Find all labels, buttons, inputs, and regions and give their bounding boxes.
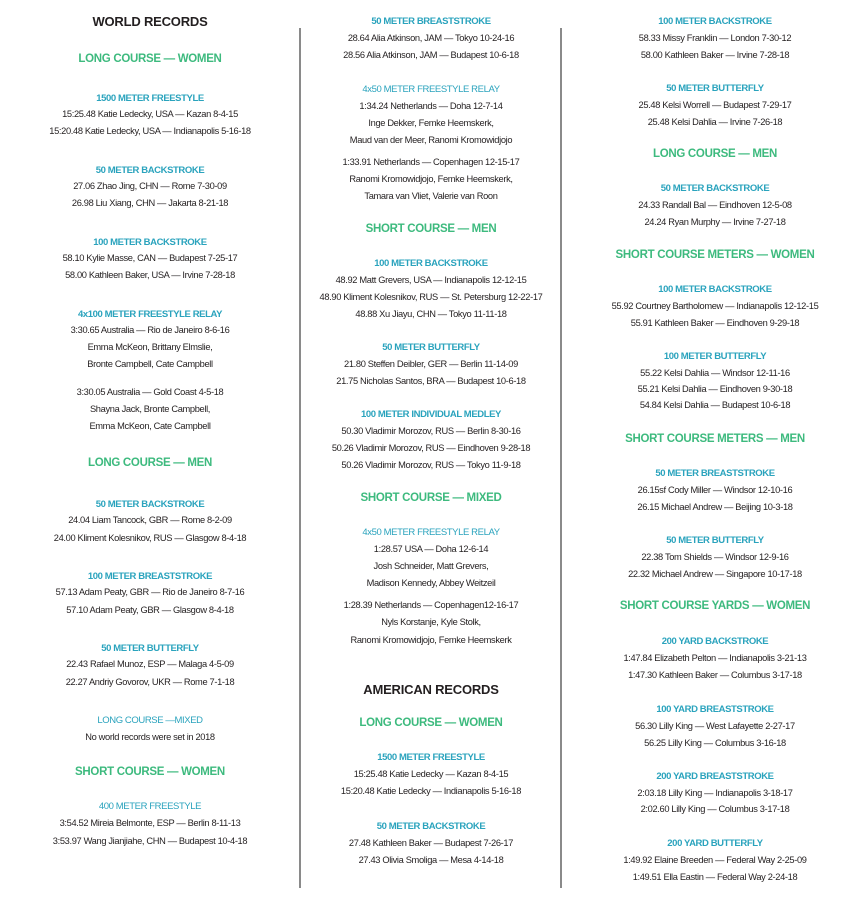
record-line: 55.91 Kathleen Baker — Eindhoven 9-29-18: [630, 318, 800, 328]
section-heading: SHORT COURSE — MEN: [365, 223, 497, 235]
record-line: 48.92 Matt Grevers, USA — Indianapolis 12-12-15: [335, 275, 527, 285]
record-line: No world records were set in 2018: [85, 732, 215, 742]
record-line: 24.04 Liam Tancock, GBR — Rome 8-2-09: [68, 515, 232, 525]
record-line: 26.15sf Cody Miller — Windsor 12-10-16: [637, 485, 793, 495]
record-line: 2:03.18 Lilly King — Indianapolis 3-18-17: [637, 788, 793, 798]
record-line: Shayna Jack, Bronte Campbell,: [89, 404, 211, 414]
record-line: 22.38 Tom Shields — Windsor 12-9-16: [641, 552, 789, 562]
record-line: Inge Dekker, Femke Heemskerk,: [368, 118, 494, 128]
record-line: 1:47.84 Elizabeth Pelton — Indianapolis 3-21-13: [623, 653, 807, 663]
record-line: 26.15 Michael Andrew — Beijing 10-3-18: [637, 502, 793, 512]
section-heading: LONG COURSE — WOMEN: [359, 717, 503, 729]
record-line: 1:33.91 Netherlands — Copenhagen 12-15-17: [342, 157, 520, 167]
record-line: 1:28.39 Netherlands — Copenhagen12-16-17: [343, 600, 519, 610]
event-heading: 50 METER BUTTERFLY: [666, 535, 764, 546]
record-line: 24.24 Ryan Murphy — Irvine 7-27-18: [644, 217, 786, 227]
column-1: [0, 0, 300, 900]
record-line: 28.64 Alia Atkinson, JAM — Tokyo 10-24-16: [347, 33, 515, 43]
record-line: 22.32 Michael Andrew — Singapore 10-17-18: [628, 569, 802, 579]
record-line: 57.13 Adam Peaty, GBR — Rio de Janeiro 8-7-16: [55, 587, 245, 597]
world-records-title: WORLD RECORDS: [92, 14, 208, 29]
event-heading: 50 METER BUTTERFLY: [666, 83, 764, 94]
record-line: 15:25.48 Katie Ledecky, USA — Kazan 8-4-15: [62, 109, 238, 119]
record-line: Maud van der Meer, Ranomi Kromowidjojo: [349, 135, 513, 145]
record-line: 28.56 Alia Atkinson, JAM — Budapest 10-6-18: [343, 50, 519, 60]
record-line: 21.80 Steffen Deibler, GER — Berlin 11-14-09: [344, 359, 518, 369]
record-line: 27.06 Zhao Jing, CHN — Rome 7-30-09: [73, 181, 227, 191]
record-line: 55.21 Kelsi Dahlia — Eindhoven 9-30-18: [637, 384, 793, 394]
event-heading: 200 YARD BUTTERFLY: [667, 838, 763, 849]
column-3: [563, 0, 867, 900]
event-heading: 50 METER BACKSTROKE: [95, 499, 205, 510]
record-line: 55.22 Kelsi Dahlia — Windsor 12-11-16: [640, 368, 790, 378]
record-line: 57.10 Adam Peaty, GBR — Glasgow 8-4-18: [66, 605, 234, 615]
event-heading: 50 METER BACKSTROKE: [376, 821, 486, 832]
event-heading: 100 METER INDIVIDUAL MEDLEY: [361, 409, 501, 420]
record-line: 3:30.05 Australia — Gold Coast 4-5-18: [76, 387, 224, 397]
column-divider: [560, 28, 562, 888]
event-heading: 100 METER BACKSTROKE: [93, 237, 207, 248]
event-heading: 100 METER BUTTERFLY: [663, 351, 767, 362]
record-line: Emma McKeon, Brittany Elmslie,: [87, 342, 213, 352]
record-line: 1:34.24 Netherlands — Doha 12-7-14: [359, 101, 503, 111]
record-line: 21.75 Nicholas Santos, BRA — Budapest 10-6-18: [336, 376, 526, 386]
record-line: 26.98 Liu Xiang, CHN — Jakarta 8-21-18: [71, 198, 229, 208]
event-heading: 100 METER BREASTSTROKE: [87, 571, 213, 582]
record-line: Emma McKeon, Cate Campbell: [89, 421, 211, 431]
event-heading: 50 METER BACKSTROKE: [95, 165, 205, 176]
event-heading: 50 METER BUTTERFLY: [101, 643, 199, 654]
record-line: Josh Schneider, Matt Grevers,: [373, 561, 489, 571]
event-heading: LONG COURSE —MIXED: [97, 715, 203, 726]
american-records-title: AMERICAN RECORDS: [363, 682, 499, 697]
column-2: [302, 0, 560, 900]
section-heading: SHORT COURSE — MIXED: [360, 492, 502, 504]
record-line: 58.00 Kathleen Baker, USA — Irvine 7-28-18: [65, 270, 235, 280]
record-line: Madison Kennedy, Abbey Weitzeil: [366, 578, 496, 588]
event-heading: 50 METER BUTTERFLY: [382, 342, 480, 353]
event-heading: 100 METER BACKSTROKE: [658, 16, 772, 27]
record-line: 3:53.97 Wang Jianjiahe, CHN — Budapest 10-4-18: [52, 836, 248, 846]
record-line: 50.26 Vladimir Morozov, RUS — Tokyo 11-9-18: [341, 460, 521, 470]
record-line: Nyls Korstanje, Kyle Stolk,: [381, 617, 481, 627]
section-heading: SHORT COURSE YARDS — WOMEN: [619, 600, 811, 612]
event-heading: 200 YARD BACKSTROKE: [661, 636, 769, 647]
section-heading: SHORT COURSE METERS — MEN: [625, 433, 805, 445]
record-line: Ranomi Kromowidjojo, Femke Heemskerk,: [349, 174, 513, 184]
record-line: Bronte Campbell, Cate Campbell: [87, 359, 213, 369]
record-line: 25.48 Kelsi Worrell — Budapest 7-29-17: [638, 100, 792, 110]
section-heading: SHORT COURSE — WOMEN: [75, 766, 225, 778]
event-heading: 100 METER BACKSTROKE: [658, 284, 772, 295]
section-heading: LONG COURSE — MEN: [88, 457, 212, 469]
section-heading: LONG COURSE — MEN: [653, 148, 777, 160]
section-heading: SHORT COURSE METERS — WOMEN: [615, 249, 815, 261]
record-line: 58.33 Missy Franklin — London 7-30-12: [638, 33, 792, 43]
event-heading: 50 METER BACKSTROKE: [660, 183, 770, 194]
record-line: 22.43 Rafael Munoz, ESP — Malaga 4-5-09: [66, 659, 234, 669]
section-heading: LONG COURSE — WOMEN: [78, 53, 222, 65]
event-heading: 4x100 METER FREESTYLE RELAY: [77, 309, 223, 320]
record-line: 1:28.57 USA — Doha 12-6-14: [373, 544, 489, 554]
record-line: Ranomi Kromowidjojo, Femke Heemskerk: [350, 635, 512, 645]
event-heading: 100 YARD BREASTSTROKE: [656, 704, 774, 715]
record-line: 27.43 Olivia Smoliga — Mesa 4-14-18: [358, 855, 504, 865]
record-line: 24.33 Randall Bal — Eindhoven 12-5-08: [638, 200, 792, 210]
record-line: 24.00 Kliment Kolesnikov, RUS — Glasgow 8-4-18: [53, 533, 247, 543]
record-line: 58.00 Kathleen Baker — Irvine 7-28-18: [640, 50, 790, 60]
record-line: 48.88 Xu Jiayu, CHN — Tokyo 11-11-18: [355, 309, 507, 319]
record-line: 50.26 Vladimir Morozov, RUS — Eindhoven 9-28-18: [331, 443, 531, 453]
event-heading: 1500 METER FREESTYLE: [96, 93, 204, 104]
record-line: 55.92 Courtney Bartholomew — Indianapolis 12-12-15: [611, 301, 819, 311]
event-heading: 50 METER BREASTSTROKE: [371, 16, 491, 27]
record-line: 3:54.52 Mireia Belmonte, ESP — Berlin 8-11-13: [59, 818, 241, 828]
record-line: 1:49.51 Ella Eastin — Federal Way 2-24-18: [632, 872, 798, 882]
record-line: Tamara van Vliet, Valerie van Roon: [364, 191, 498, 201]
record-line: 2:02.60 Lilly King — Columbus 3-17-18: [640, 804, 790, 814]
record-line: 58.10 Kylie Masse, CAN — Budapest 7-25-17: [62, 253, 238, 263]
event-heading: 50 METER BREASTSTROKE: [655, 468, 775, 479]
event-heading: 4x50 METER FREESTYLE RELAY: [362, 527, 500, 538]
record-line: 1:49.92 Elaine Breeden — Federal Way 2-25-09: [623, 855, 807, 865]
event-heading: 200 YARD BREASTSTROKE: [656, 771, 774, 782]
record-line: 27.48 Kathleen Baker — Budapest 7-26-17: [348, 838, 514, 848]
event-heading: 400 METER FREESTYLE: [98, 801, 202, 812]
event-heading: 1500 METER FREESTYLE: [377, 752, 485, 763]
record-line: 15:20.48 Katie Ledecky, USA — Indianapolis 5-16-18: [49, 126, 251, 136]
record-line: 48.90 Kliment Kolesnikov, RUS — St. Petersburg 12-22-17: [319, 292, 543, 302]
record-line: 50.30 Vladimir Morozov, RUS — Berlin 8-30-16: [341, 426, 521, 436]
record-line: 15:25.48 Katie Ledecky — Kazan 8-4-15: [353, 769, 509, 779]
record-line: 56.25 Lilly King — Columbus 3-16-18: [644, 738, 786, 748]
record-line: 22.27 Andriy Govorov, UKR — Rome 7-1-18: [65, 677, 235, 687]
record-line: 56.30 Lilly King — West Lafayette 2-27-17: [635, 721, 795, 731]
record-line: 1:47.30 Kathleen Baker — Columbus 3-17-18: [628, 670, 802, 680]
event-heading: 100 METER BACKSTROKE: [374, 258, 488, 269]
record-line: 54.84 Kelsi Dahlia — Budapest 10-6-18: [639, 400, 791, 410]
record-line: 3:30.65 Australia — Rio de Janeiro 8-6-16: [70, 325, 230, 335]
record-line: 15:20.48 Katie Ledecky — Indianapolis 5-16-18: [340, 786, 522, 796]
record-line: 25.48 Kelsi Dahlia — Irvine 7-26-18: [647, 117, 783, 127]
event-heading: 4x50 METER FREESTYLE RELAY: [362, 84, 500, 95]
